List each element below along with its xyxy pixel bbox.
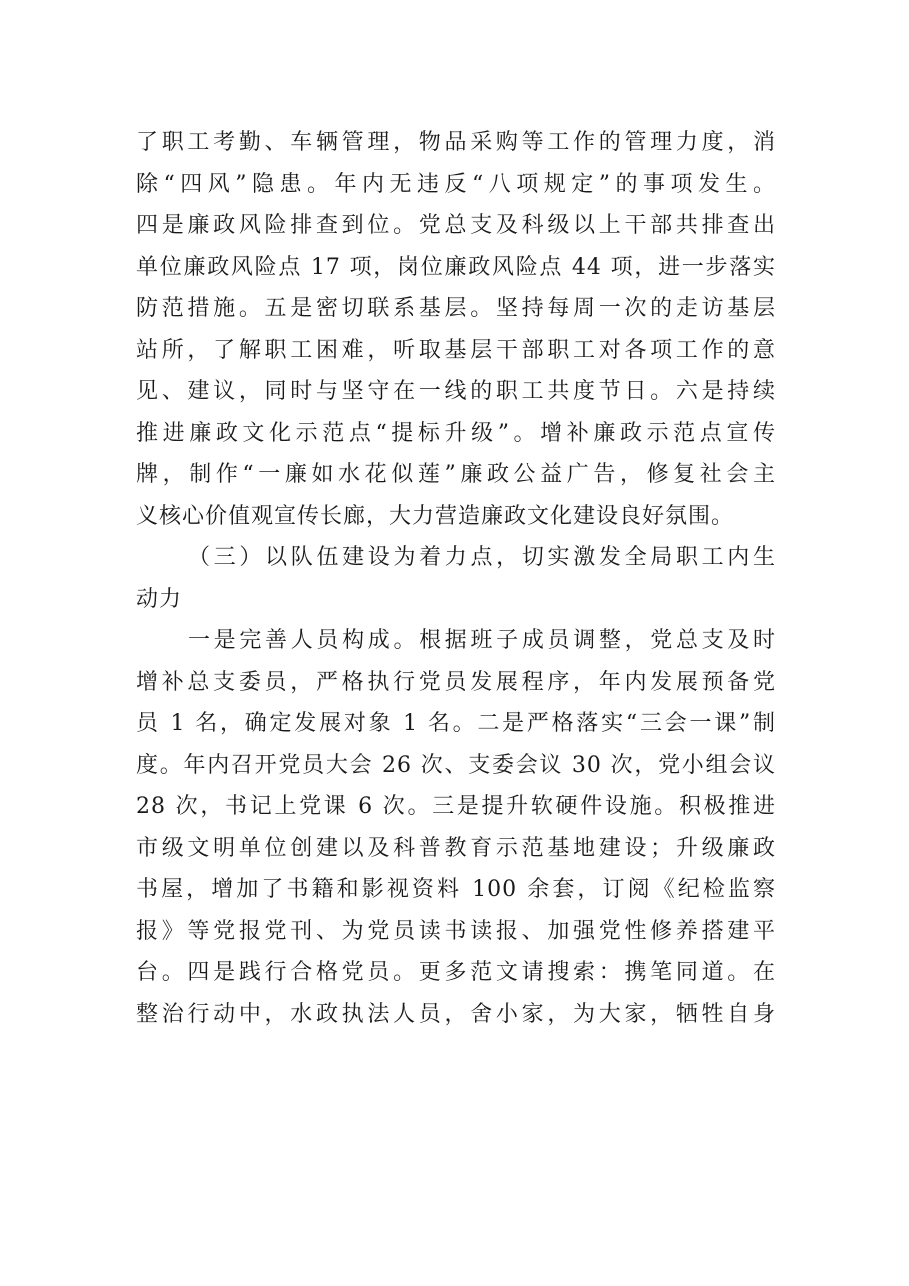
text-line: 站所，了解职工困难，听取基层干部职工对各项工作的意 — [136, 337, 776, 363]
paragraph-first-line: 一是完善人员构成。根据班子成员调整，党总支及时 — [188, 628, 776, 653]
text-line: 台。四是践行合格党员。更多范文请搜索：携笔同道。在 — [136, 960, 776, 985]
text-line: 整治行动中，水政执法人员，舍小家，为大家，牺牲自身 — [136, 1001, 776, 1027]
section-heading: （三）以队伍建设为着力点，切实激发全局职工内生 — [188, 545, 776, 570]
document-body — [136, 122, 776, 1035]
text-line: 单位廉政风险点 17 项，岗位廉政风险点 44 项，进一步落实 — [136, 254, 776, 280]
text-line: 报》等党报党刊、为党员读书读报、加强党性修养搭建平 — [136, 918, 776, 944]
text-line: 除“四风”隐患。年内无违反“八项规定”的事项发生。 — [136, 171, 776, 197]
text-line: 牌，制作“一廉如水花似莲”廉政公益广告，修复社会主 — [136, 462, 776, 487]
text-line: 了职工考勤、车辆管理，物品采购等工作的管理力度，消 — [136, 130, 776, 155]
text-line: 书屋，增加了书籍和影视资料 100 余套，订阅《纪检监察 — [136, 877, 776, 902]
text-line: 四是廉政风险排查到位。党总支及科级以上干部共排查出 — [136, 213, 776, 238]
text-line: 见、建议，同时与坚守在一线的职工共度节日。六是持续 — [136, 379, 776, 404]
text-line: 28 次，书记上党课 6 次。三是提升软硬件设施。积极推进 — [136, 794, 776, 819]
text-line: 度。年内召开党员大会 26 次、支委会议 30 次，党小组会议 — [136, 752, 776, 778]
text-line: 推进廉政文化示范点“提标升级”。增补廉政示范点宣传 — [136, 420, 776, 446]
text-line: 防范措施。五是密切联系基层。坚持每周一次的走访基层 — [136, 296, 776, 321]
text-line: 增补总支委员，严格执行党员发展程序，年内发展预备党 — [136, 669, 776, 695]
text-line: 市级文明单位创建以及科普教育示范基地建设；升级廉政 — [136, 835, 776, 861]
text-line: 义核心价值观宣传长廊，大力营造廉政文化建设良好氛围。 — [136, 503, 735, 529]
text-line: 员 1 名，确定发展对象 1 名。二是严格落实“三会一课”制 — [136, 711, 776, 736]
section-heading-continued: 动力 — [136, 586, 183, 612]
